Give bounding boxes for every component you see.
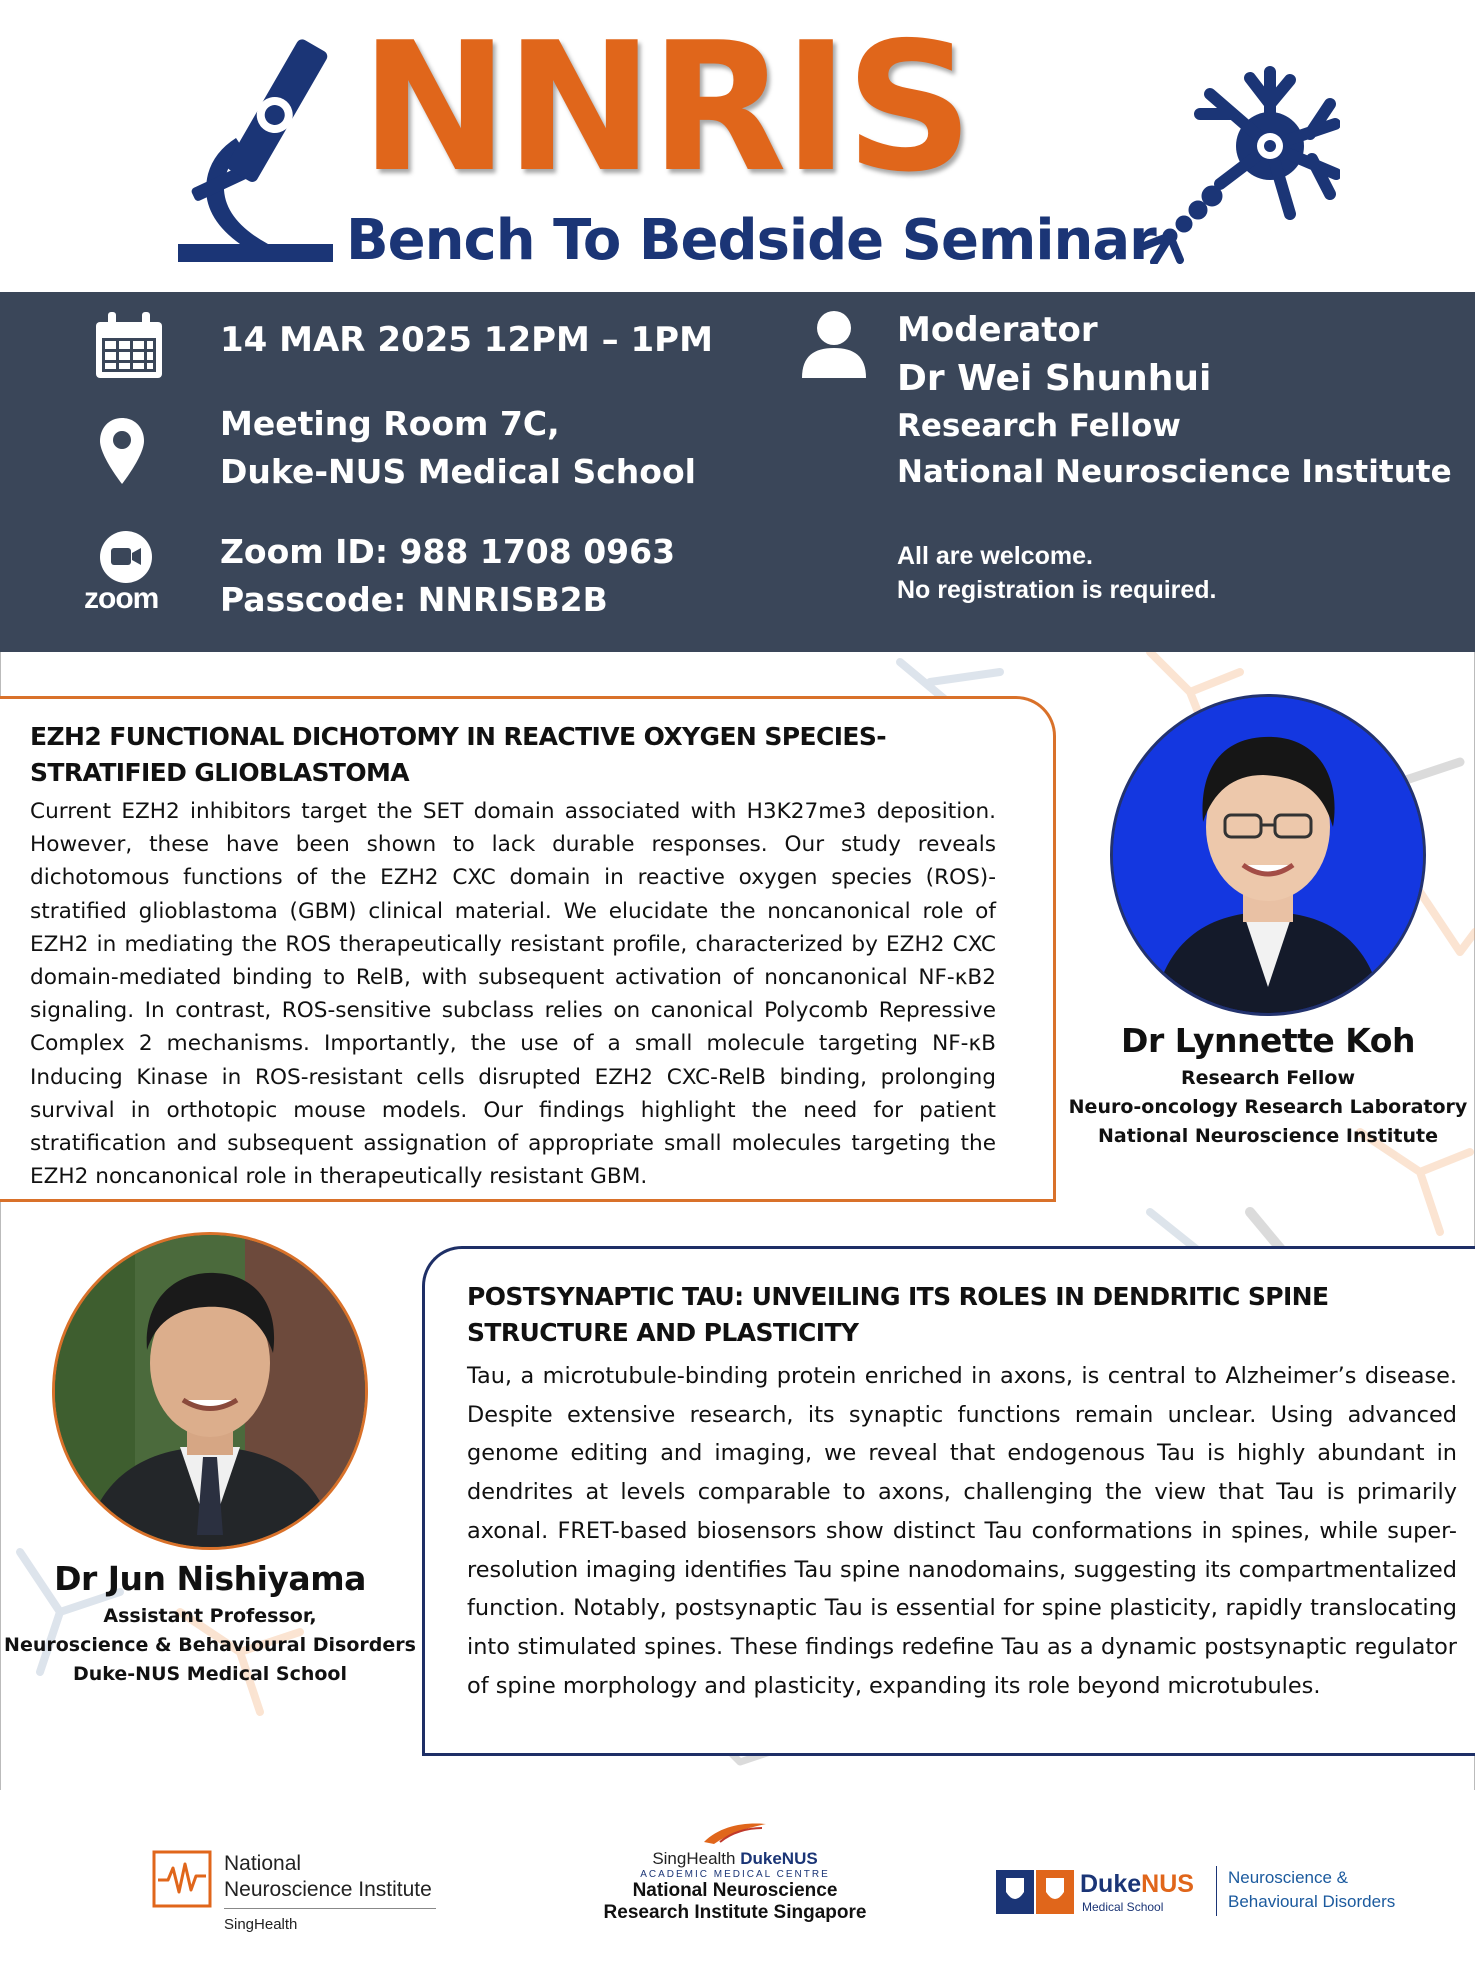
moderator-org: National Neuroscience Institute (897, 454, 1452, 490)
event-datetime: 14 MAR 2025 12PM – 1PM (220, 320, 713, 360)
speaker-2-role: Assistant Professor, (103, 1605, 317, 1627)
venue-line-1: Meeting Room 7C, (220, 404, 560, 443)
footer-logos (0, 1790, 1475, 1966)
speaker-2-info (0, 1556, 420, 1689)
speaker-2-dept: Neuroscience & Behavioural Disorders (4, 1634, 416, 1656)
nni-line-2: Neuroscience Institute (224, 1878, 432, 1901)
nni-line-3: SingHealth (224, 1916, 298, 1933)
nus-text: NUS (1141, 1870, 1194, 1898)
person-icon (802, 310, 866, 378)
singhealth-text: SingHealth (652, 1849, 736, 1868)
moderator-label: Moderator (897, 310, 1098, 350)
speaker-1-portrait-icon (1113, 697, 1423, 1013)
calendar-icon (94, 312, 164, 380)
nni-line-1: National (224, 1852, 302, 1875)
speaker-2-portrait-icon (55, 1235, 365, 1547)
neuron-icon (1140, 64, 1340, 264)
nni-logo (152, 1850, 432, 1933)
singhealth-swoosh-icon (700, 1820, 770, 1844)
speaker-2-name: Dr Jun Nishiyama (54, 1559, 366, 1598)
speaker-1-info (1068, 1018, 1468, 1151)
zoom-logo-text: zoom (84, 582, 159, 615)
zoom-passcode: Passcode: NNRISB2B (220, 580, 608, 619)
nbd-line-1: Neuroscience & (1228, 1868, 1349, 1887)
talk-2-title: POSTSYNAPTIC TAU: UNVEILING ITS ROLES IN DENDRITIC SPINE STRUCTURE AND PLASTICITY (467, 1282, 1329, 1347)
event-title: NNRIS (360, 4, 970, 211)
nbd-line-2: Behavioural Disorders (1228, 1892, 1396, 1911)
microscope-icon (178, 34, 348, 270)
dukenus-shield-icon (996, 1870, 1074, 1914)
speaker-1-org: National Neuroscience Institute (1098, 1125, 1438, 1147)
duke-text: Duke (1080, 1870, 1142, 1898)
talk-1-abstract: Current EZH2 inhibitors target the SET domain associated with H3K27me3 deposition. However, these have been shown to lack durable responses. Our study reveals dichotomous functions of the EZH2 CXC domain in reactive oxygen species (ROS)-stratified glioblastoma (GBM) clinical material. We elucidate the noncanonical role of EZH2 in mediating the ROS therapeutically resistant profile, characterized by EZH2 CXC domain-mediated binding to RelB, with subsequent activation of noncanonical NF-κB2 signaling. In contrast, ROS-sensitive subclass relies on canonical Polycomb Repressive Complex 2 mechanisms. Importantly, the use of a small molecule targeting NF-κB Inducing Kinase in ROS-resistant cells disrupted EZH2 CXC-RelB binding, prolonging survival in orthotopic mouse models. Our findings highlight the need for patient stratification and subsequent assignation of appropriate small molecules targeting the EZH2 noncanonical role in therapeutically resistant GBM. (30, 799, 996, 1190)
nni-divider (224, 1908, 436, 1909)
nnris-logo (560, 1820, 910, 1924)
abstract-box-2 (422, 1246, 1475, 1756)
medical-school-text: Medical School (1082, 1900, 1164, 1914)
event-subtitle: Bench To Bedside Seminar (346, 208, 1156, 273)
speaker-2-org: Duke-NUS Medical School (72, 1663, 348, 1685)
nnris-line-1: National Neuroscience (632, 1880, 838, 1901)
moderator-name: Dr Wei Shunhui (897, 358, 1212, 399)
amc-text: ACADEMIC MEDICAL CENTRE (640, 1869, 830, 1880)
speaker-1-lab: Neuro-oncology Research Laboratory (1068, 1096, 1468, 1118)
location-pin-icon (100, 418, 144, 484)
speaker-1-photo (1110, 694, 1426, 1016)
welcome-line-2: No registration is required. (897, 576, 1217, 604)
nni-pulse-icon (152, 1850, 212, 1908)
info-band (0, 292, 1475, 652)
dukenus-divider (1216, 1866, 1217, 1916)
zoom-id: Zoom ID: 988 1708 0963 (220, 532, 676, 571)
singhealth-dukenus-wordmark (560, 1849, 910, 1869)
abstract-box-1 (0, 696, 1056, 1202)
venue-line-2: Duke-NUS Medical School (220, 452, 696, 491)
nnris-line-2: Research Institute Singapore (603, 1902, 867, 1923)
dukenus-wordmark (1080, 1870, 1194, 1899)
dukenus-logo (996, 1868, 1396, 1919)
moderator-role: Research Fellow (897, 408, 1181, 444)
speaker-2-photo (52, 1232, 368, 1550)
speaker-1-role: Research Fellow (1180, 1067, 1356, 1089)
speaker-1-name: Dr Lynnette Koh (1121, 1021, 1415, 1060)
poster-header (0, 0, 1475, 292)
talk-1-title: EZH2 FUNCTIONAL DICHOTOMY IN REACTIVE OXYGEN SPECIES-STRATIFIED GLIOBLASTOMA (30, 722, 887, 787)
zoom-camera-icon (98, 530, 154, 584)
dukenus-text: DukeNUS (740, 1849, 818, 1868)
talk-2-abstract: Tau, a microtubule-binding protein enriched in axons, is central to Alzheimer’s disease. Despite extensive research, its synaptic functions remain unclear. Using advanced genome editing and imaging, we reveal that endogenous Tau is highly abundant in dendrites at levels comparable to axons, challenging the view that Tau is primarily axonal. FRET-based biosensors show distinct Tau conformations in spines, while super-resolution imaging identifies Tau spine nanodomains, suggesting its compartmentalized function. Notably, postsynaptic Tau is essential for spine plasticity, rapidly translocating into stimulated spines. These findings redefine Tau as a dynamic postsynaptic regulator of spine morphology and plasticity, expanding its role beyond microtubules. (467, 1363, 1457, 1699)
welcome-line-1: All are welcome. (897, 542, 1093, 570)
